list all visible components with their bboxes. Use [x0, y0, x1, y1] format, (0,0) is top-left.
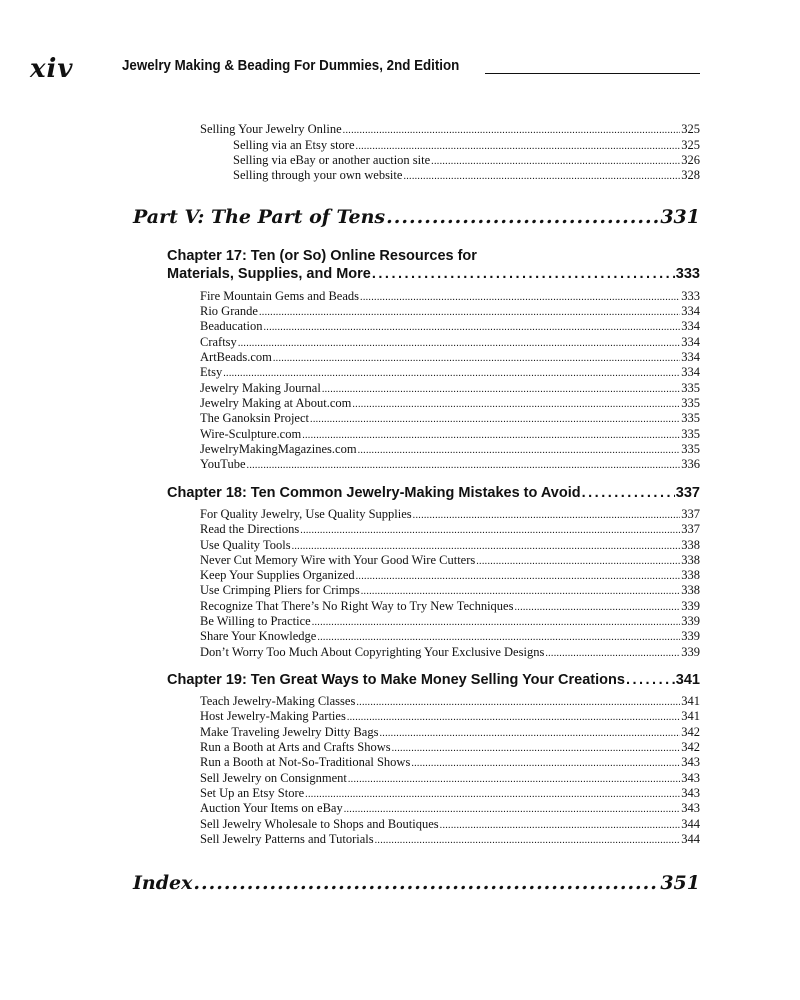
toc-entry[interactable]: Beaducation ..... 334 [200, 319, 700, 335]
chapter-19-title[interactable]: Chapter 19: Ten Great Ways to Make Money Selling Your Creations ..... 341 [167, 672, 700, 688]
chapter-18-title[interactable]: Chapter 18: Ten Common Jewelry-Making Mistakes to Avoid ..... 337 [167, 485, 700, 501]
toc-entry[interactable]: The Ganoksin Project ..... 335 [200, 411, 700, 427]
toc-entry[interactable]: Sell Jewelry Wholesale to Shops and Boutiques ..... 344 [200, 817, 700, 833]
page-number: xiv [30, 54, 74, 84]
toc-entry[interactable]: JewelryMakingMagazines.com ..... 335 [200, 442, 700, 458]
toc-entry[interactable]: Use Quality Tools ..... 338 [200, 538, 700, 554]
toc-entry[interactable]: Don’t Worry Too Much About Copyrighting Your Exclusive Designs ..... 339 [200, 645, 700, 661]
toc-entry[interactable]: ArtBeads.com ..... 334 [200, 350, 700, 366]
toc-entry[interactable]: Wire-Sculpture.com ..... 335 [200, 427, 700, 443]
toc-entry[interactable]: Use Crimping Pliers for Crimps ..... 338 [200, 583, 700, 599]
toc-entry[interactable]: Share Your Knowledge ..... 339 [200, 629, 700, 645]
toc-entry[interactable]: Run a Booth at Arts and Crafts Shows ..... 342 [200, 740, 700, 756]
toc-entry[interactable]: Be Willing to Practice ..... 339 [200, 614, 700, 630]
toc-subentry[interactable]: Selling through your own website ..... 328 [233, 168, 700, 184]
toc-entry[interactable]: Recognize That There’s No Right Way to Try New Techniques ..... 339 [200, 599, 700, 615]
toc-entry[interactable]: Jewelry Making Journal ..... 335 [200, 381, 700, 397]
toc-entry[interactable]: Auction Your Items on eBay ..... 343 [200, 801, 700, 817]
toc-entry[interactable]: Sell Jewelry Patterns and Tutorials ..... 344 [200, 832, 700, 848]
toc-entry[interactable]: Never Cut Memory Wire with Your Good Wire Cutters ..... 338 [200, 553, 700, 569]
toc-part-5[interactable]: Part V: The Part of Tens ..... 331 [133, 206, 700, 228]
toc-entry[interactable]: Teach Jewelry-Making Classes ..... 341 [200, 694, 700, 710]
header-rule [485, 73, 700, 74]
toc-entry[interactable]: Sell Jewelry on Consignment ..... 343 [200, 771, 700, 787]
running-title: Jewelry Making & Beading For Dummies, 2nd Edition [122, 58, 460, 74]
toc-entry[interactable]: Selling Your Jewelry Online ..... 325 [200, 122, 700, 138]
chapter-17-title-line1[interactable]: Chapter 17: Ten (or So) Online Resources for [167, 248, 477, 264]
toc-entry[interactable]: Host Jewelry-Making Parties ..... 341 [200, 709, 700, 725]
toc-subentry[interactable]: Selling via an Etsy store ..... 325 [233, 138, 700, 154]
toc-entry[interactable]: Read the Directions ..... 337 [200, 522, 700, 538]
toc-entry[interactable]: Make Traveling Jewelry Ditty Bags ..... 342 [200, 725, 700, 741]
toc-entry[interactable]: Etsy ..... 334 [200, 365, 700, 381]
toc-entry[interactable]: Keep Your Supplies Organized ..... 338 [200, 568, 700, 584]
toc-entry[interactable]: Fire Mountain Gems and Beads ..... 333 [200, 289, 700, 305]
toc-entry[interactable]: Jewelry Making at About.com ..... 335 [200, 396, 700, 412]
toc-entry[interactable]: Set Up an Etsy Store ..... 343 [200, 786, 700, 802]
chapter-17-title[interactable]: Materials, Supplies, and More ..... 333 [167, 266, 700, 282]
toc-entry[interactable]: Craftsy ..... 334 [200, 335, 700, 351]
toc-index[interactable]: Index ..... 351 [133, 872, 700, 894]
toc-entry[interactable]: Rio Grande ..... 334 [200, 304, 700, 320]
toc-subentry[interactable]: Selling via eBay or another auction site ..... 326 [233, 153, 700, 169]
toc-entry[interactable]: For Quality Jewelry, Use Quality Supplies ..... 337 [200, 507, 700, 523]
running-header [30, 52, 700, 82]
toc-entry[interactable]: Run a Booth at Not-So-Traditional Shows ..... 343 [200, 755, 700, 771]
toc-entry[interactable]: YouTube ..... 336 [200, 457, 700, 473]
